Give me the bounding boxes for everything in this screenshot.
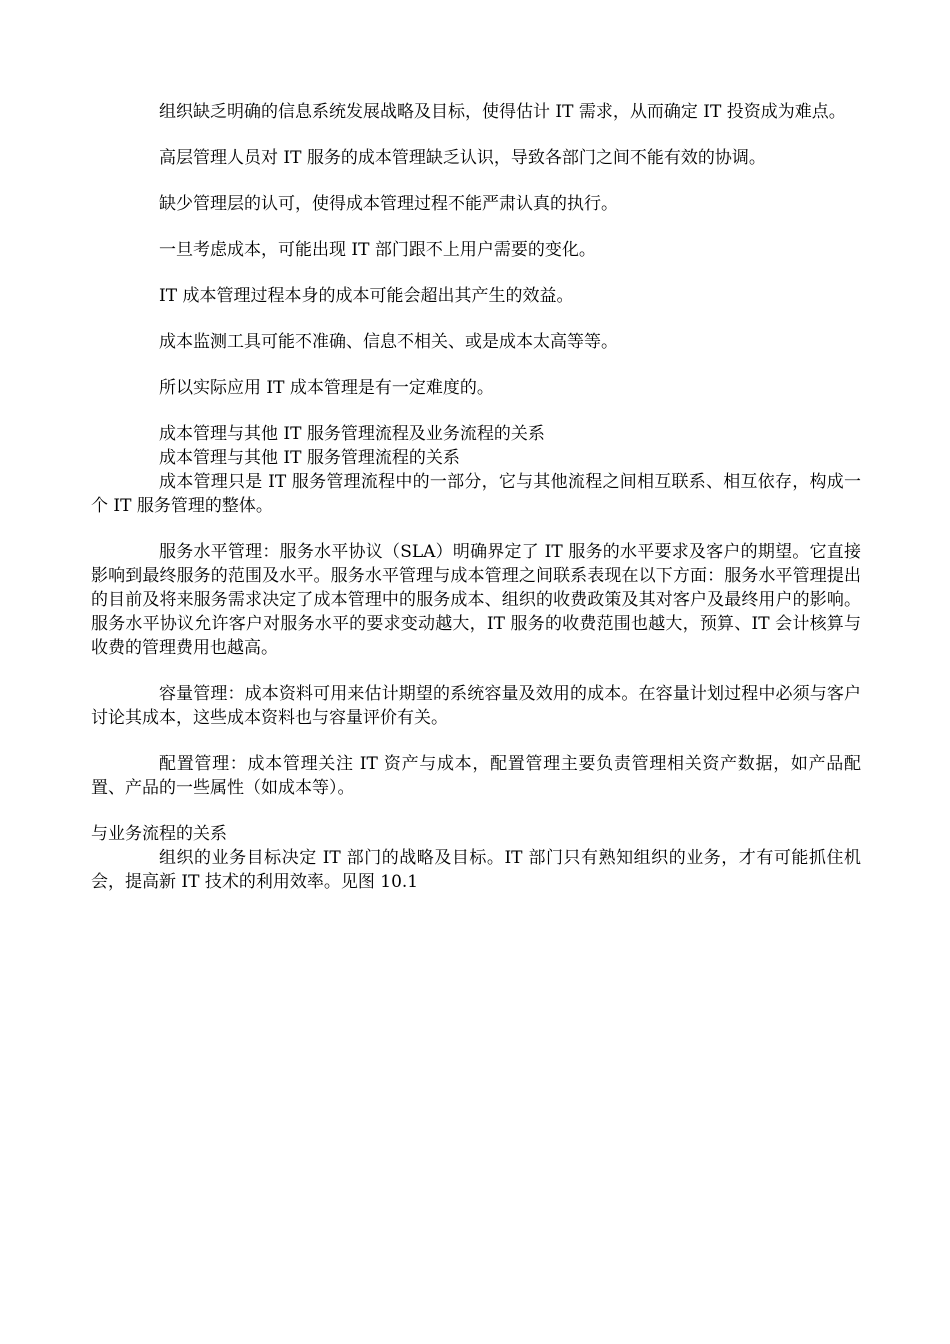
paragraph-strategy-lack: 组织缺乏明确的信息系统发展战略及目标，使得估计 IT 需求，从而确定 IT 投资成为难点。	[159, 102, 846, 122]
paragraph-user-needs: 一旦考虑成本，可能出现 IT 部门跟不上用户需要的变化。	[159, 240, 596, 260]
paragraph-management-awareness: 高层管理人员对 IT 服务的成本管理缺乏认识，导致各部门之间不能有效的协调。	[159, 148, 766, 168]
paragraph-service-level: 服务水平管理：服务水平协议（SLA）明确界定了 IT 服务的水平要求及客户的期望。它直接影响到最终服务的范围及水平。服务水平管理与成本管理之间联系表现在以下方面：服务水平管理提出的目前及将来服务需求决定了成本管理中的服务成本、组织的收费政策及其对客户及最终用户的影响。服务水平协议允许客户对服务水平的要求变动越大，IT 服务的收费范围也越大，预算、IT 会计核算与收费的管理费用也越高。	[91, 542, 861, 658]
paragraph-management-approval: 缺少管理层的认可，使得成本管理过程不能严肃认真的执行。	[159, 194, 618, 214]
subsection-heading-it-processes: 成本管理与其他 IT 服务管理流程的关系	[159, 448, 460, 468]
paragraph-process-cost: IT 成本管理过程本身的成本可能会超出其产生的效益。	[159, 286, 574, 306]
paragraph-configuration: 配置管理：成本管理关注 IT 资产与成本，配置管理主要负责管理相关资产数据，如产品配置、产品的一些属性（如成本等）。	[91, 754, 861, 798]
subsection-heading-business: 与业务流程的关系	[91, 824, 227, 844]
section-heading-relations: 成本管理与其他 IT 服务管理流程及业务流程的关系	[159, 424, 545, 444]
paragraph-business-goals: 组织的业务目标决定 IT 部门的战略及目标。IT 部门只有熟知组织的业务，才有可能抓住机会，提高新 IT 技术的利用效率。见图 10.1	[91, 848, 861, 892]
paragraph-capacity: 容量管理：成本资料可用来估计期望的系统容量及效用的成本。在容量计划过程中必须与客户讨论其成本，这些成本资料也与容量评价有关。	[91, 684, 861, 728]
paragraph-overall: 成本管理只是 IT 服务管理流程中的一部分，它与其他流程之间相互联系、相互依存，构成一个 IT 服务管理的整体。	[91, 472, 861, 516]
paragraph-monitoring-tools: 成本监测工具可能不准确、信息不相关、或是成本太高等等。	[159, 332, 618, 352]
paragraph-difficulty: 所以实际应用 IT 成本管理是有一定难度的。	[159, 378, 494, 398]
document-body	[91, 100, 861, 894]
